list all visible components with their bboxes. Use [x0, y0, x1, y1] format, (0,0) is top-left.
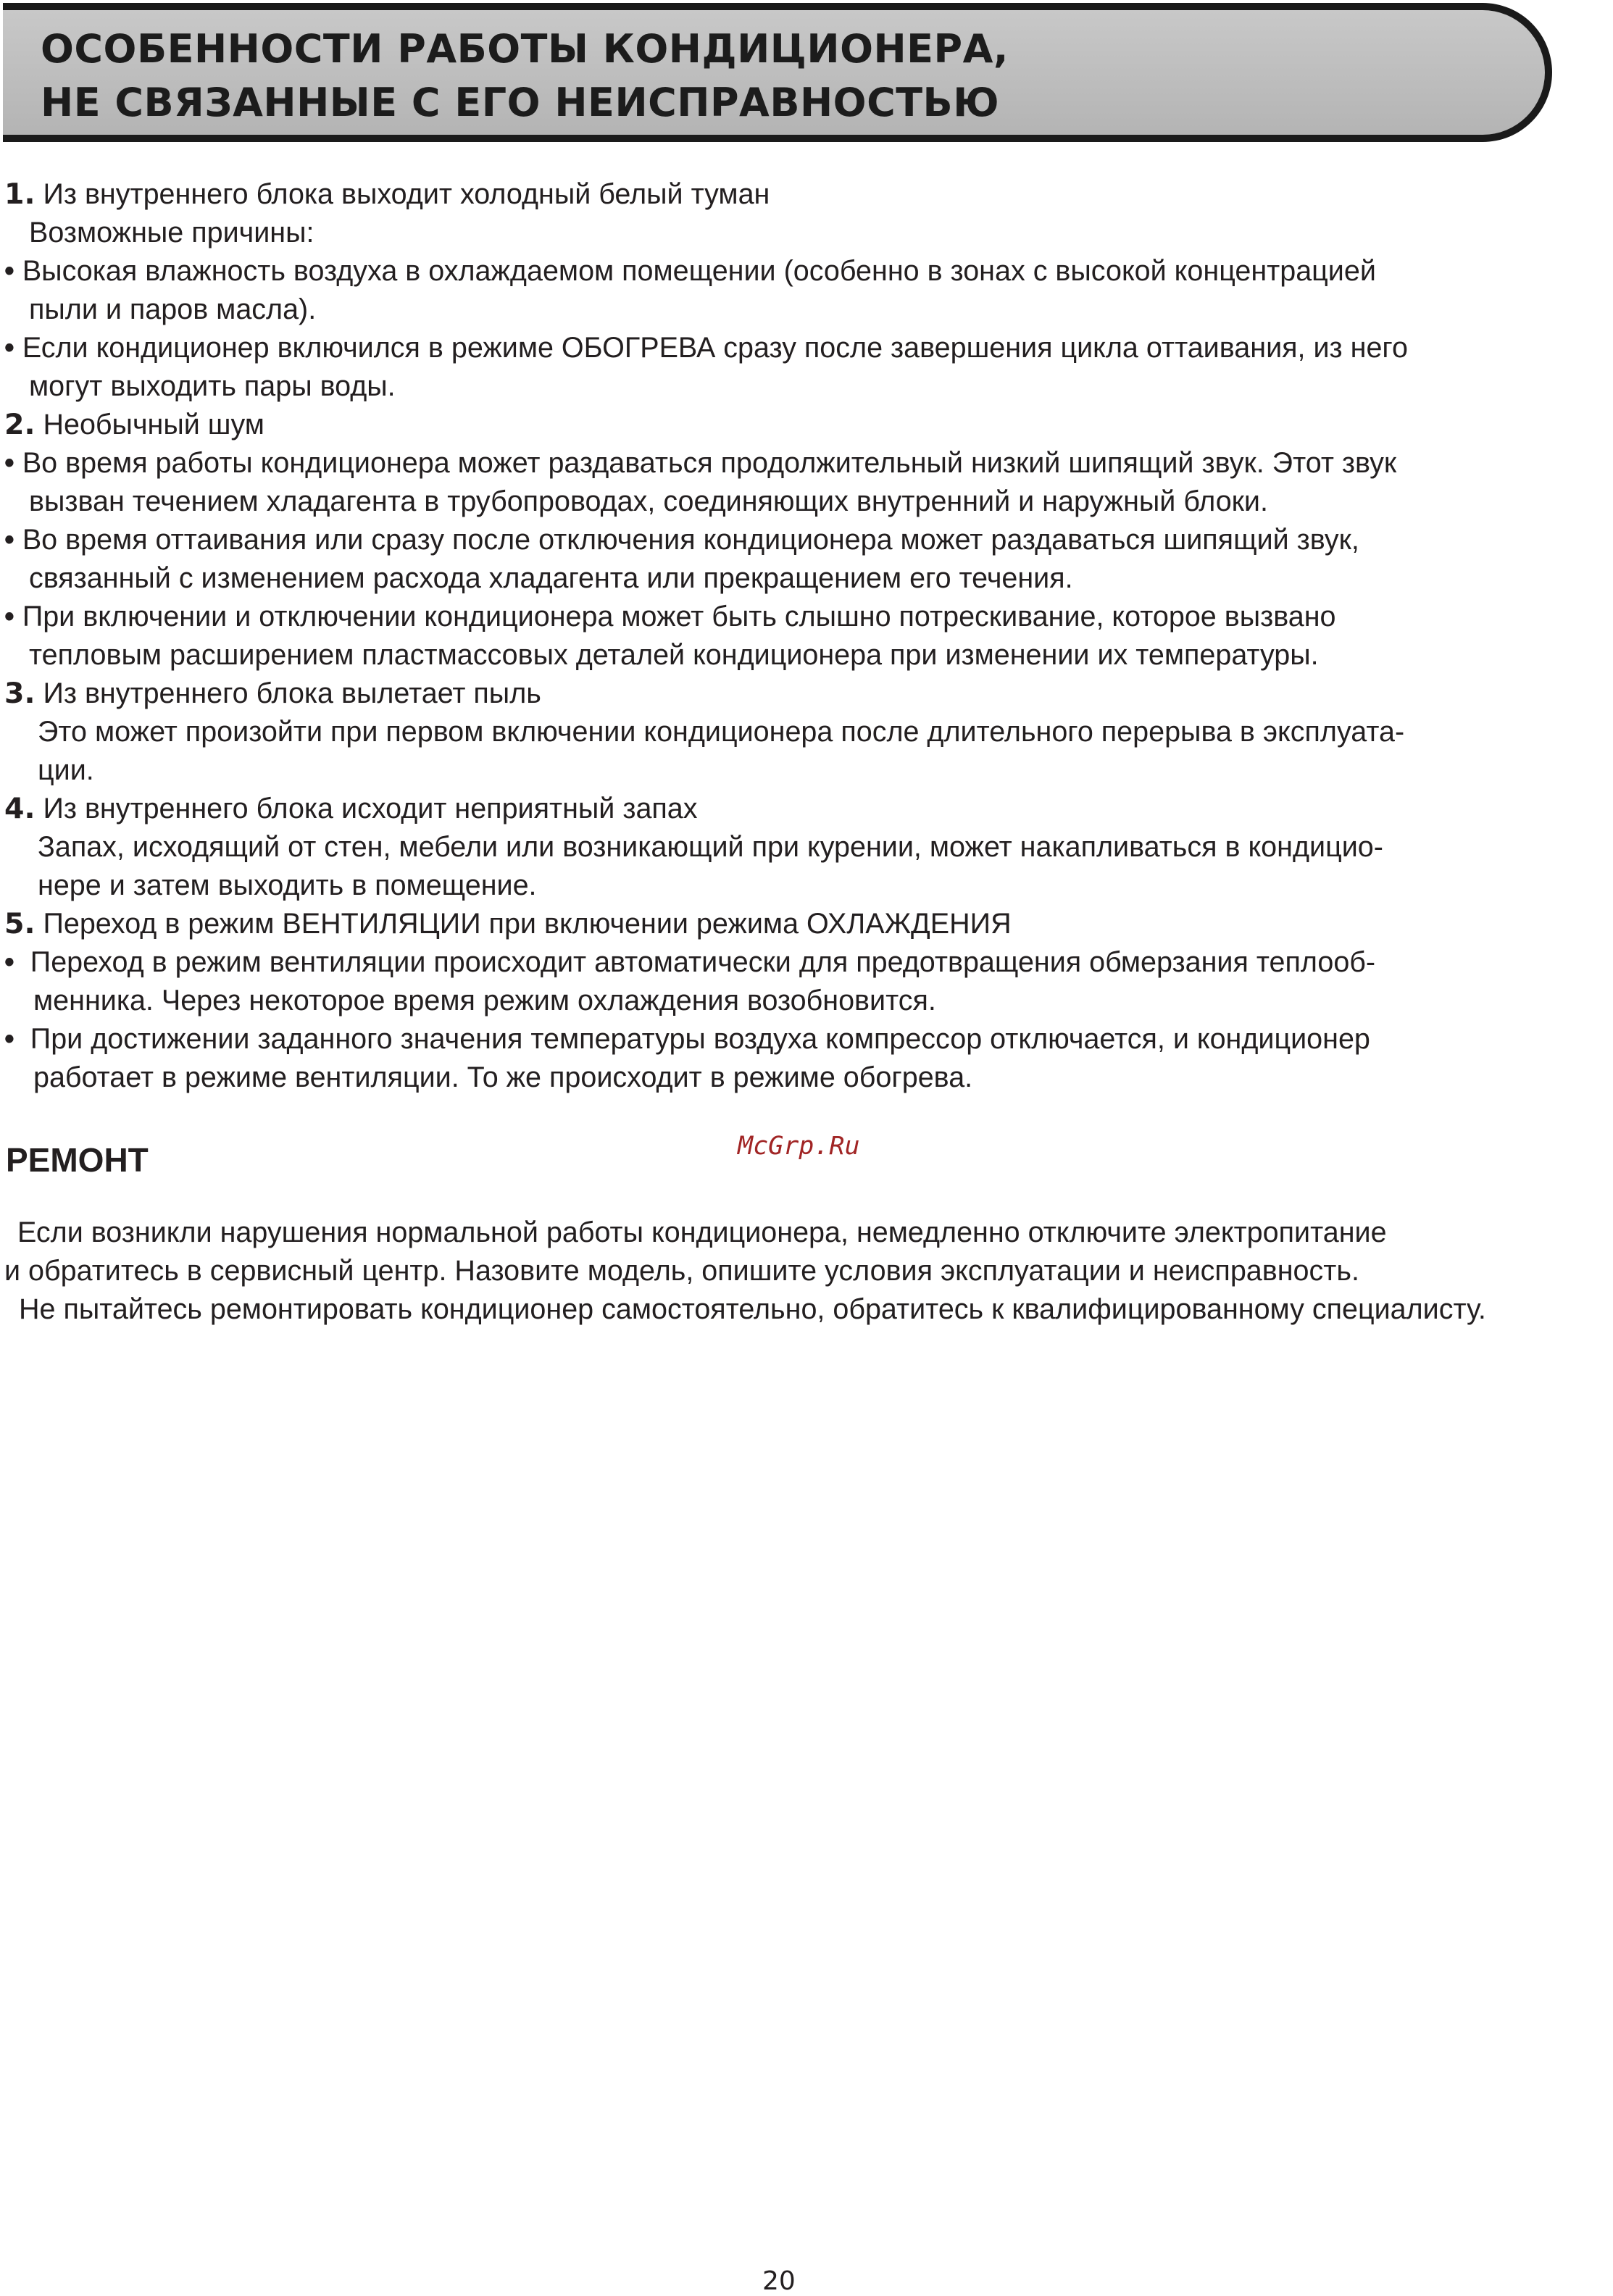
- repair-section-title: РЕМОНТ: [6, 1141, 149, 1179]
- item-2-bullet-1-line-2: вызван течением хладагента в трубопроводах, соединяющих внутренний и наружный блоки.: [29, 485, 1268, 517]
- item-3-heading: 3. Из внутреннего блока вылетает пыль: [4, 677, 541, 710]
- item-5-bullet-2-line-2: работает в режиме вентиляции. То же происходит в режиме обогрева.: [33, 1061, 973, 1093]
- item-2-bullet-1-line-1: • Во время работы кондиционера может раздаваться продолжительный низкий шипящий звук. Этот звук: [4, 447, 1397, 479]
- item-4-heading: 4. Из внутреннего блока исходит неприятный запах: [4, 792, 698, 825]
- item-2-bullet-3-line-2: тепловым расширением пластмассовых деталей кондиционера при изменении их температуры.: [29, 639, 1319, 671]
- repair-text-line-1: Если возникли нарушения нормальной работы кондиционера, немедленно отключите электропитание: [17, 1216, 1387, 1248]
- repair-text-line-3: Не пытайтесь ремонтировать кондиционер самостоятельно, обратитесь к квалифицированному специалисту.: [19, 1293, 1486, 1325]
- page-number: 20: [762, 2266, 796, 2296]
- repair-text-line-2: и обратитесь в сервисный центр. Назовите модель, опишите условия эксплуатации и неисправность.: [4, 1255, 1359, 1287]
- item-5-heading: 5. Переход в режим ВЕНТИЛЯЦИИ при включении режима ОХЛАЖДЕНИЯ: [4, 907, 1012, 940]
- item-2-bullet-2-line-1: • Во время оттаивания или сразу после отключения кондиционера может раздаваться шипящий звук,: [4, 524, 1359, 556]
- item-2-heading: 2. Необычный шум: [4, 408, 264, 441]
- item-1-bullet-1-line-1: • Высокая влажность воздуха в охлаждаемом помещении (особенно в зонах с высокой концентрацией: [4, 255, 1376, 287]
- item-1-bullet-1-line-2: пыли и паров масла).: [29, 293, 317, 325]
- item-5-bullet-2-line-1: • При достижении заданного значения температуры воздуха компрессор отключается, и кондиционер: [4, 1023, 1370, 1055]
- header-title-line-2: НЕ СВЯЗАННЫЕ С ЕГО НЕИСПРАВНОСТЬЮ: [41, 80, 1000, 125]
- header-title-line-1: ОСОБЕННОСТИ РАБОТЫ КОНДИЦИОНЕРА,: [41, 26, 1009, 72]
- item-5-bullet-1-line-1: • Переход в режим вентиляции происходит автоматически для предотвращения обмерзания теплооб-: [4, 946, 1376, 978]
- watermark: McGrp.Ru: [738, 1132, 860, 1161]
- item-2-bullet-3-line-1: • При включении и отключении кондиционера может быть слышно потрескивание, которое вызвано: [4, 601, 1336, 633]
- item-1-subtitle: Возможные причины:: [29, 217, 314, 249]
- item-4-text-line-2: нере и затем выходить в помещение.: [38, 869, 537, 901]
- item-3-text-line-1: Это может произойти при первом включении кондиционера после длительного перерыва в эксплуата-: [38, 716, 1405, 748]
- item-2-bullet-2-line-2: связанный с изменением расхода хладагента или прекращением его течения.: [29, 562, 1073, 594]
- section-header-banner: [3, 3, 1552, 142]
- item-5-bullet-1-line-2: менника. Через некоторое время режим охлаждения возобновится.: [33, 985, 936, 1016]
- item-1-bullet-2-line-2: могут выходить пары воды.: [29, 370, 396, 402]
- item-4-text-line-1: Запах, исходящий от стен, мебели или возникающий при курении, может накапливаться в кондицио-: [38, 831, 1383, 863]
- item-3-text-line-2: ции.: [38, 754, 94, 786]
- item-1-heading: 1. Из внутреннего блока выходит холодный белый туман: [4, 178, 770, 211]
- item-1-bullet-2-line-1: • Если кондиционер включился в режиме ОБОГРЕВА сразу после завершения цикла оттаивания, из него: [4, 332, 1408, 364]
